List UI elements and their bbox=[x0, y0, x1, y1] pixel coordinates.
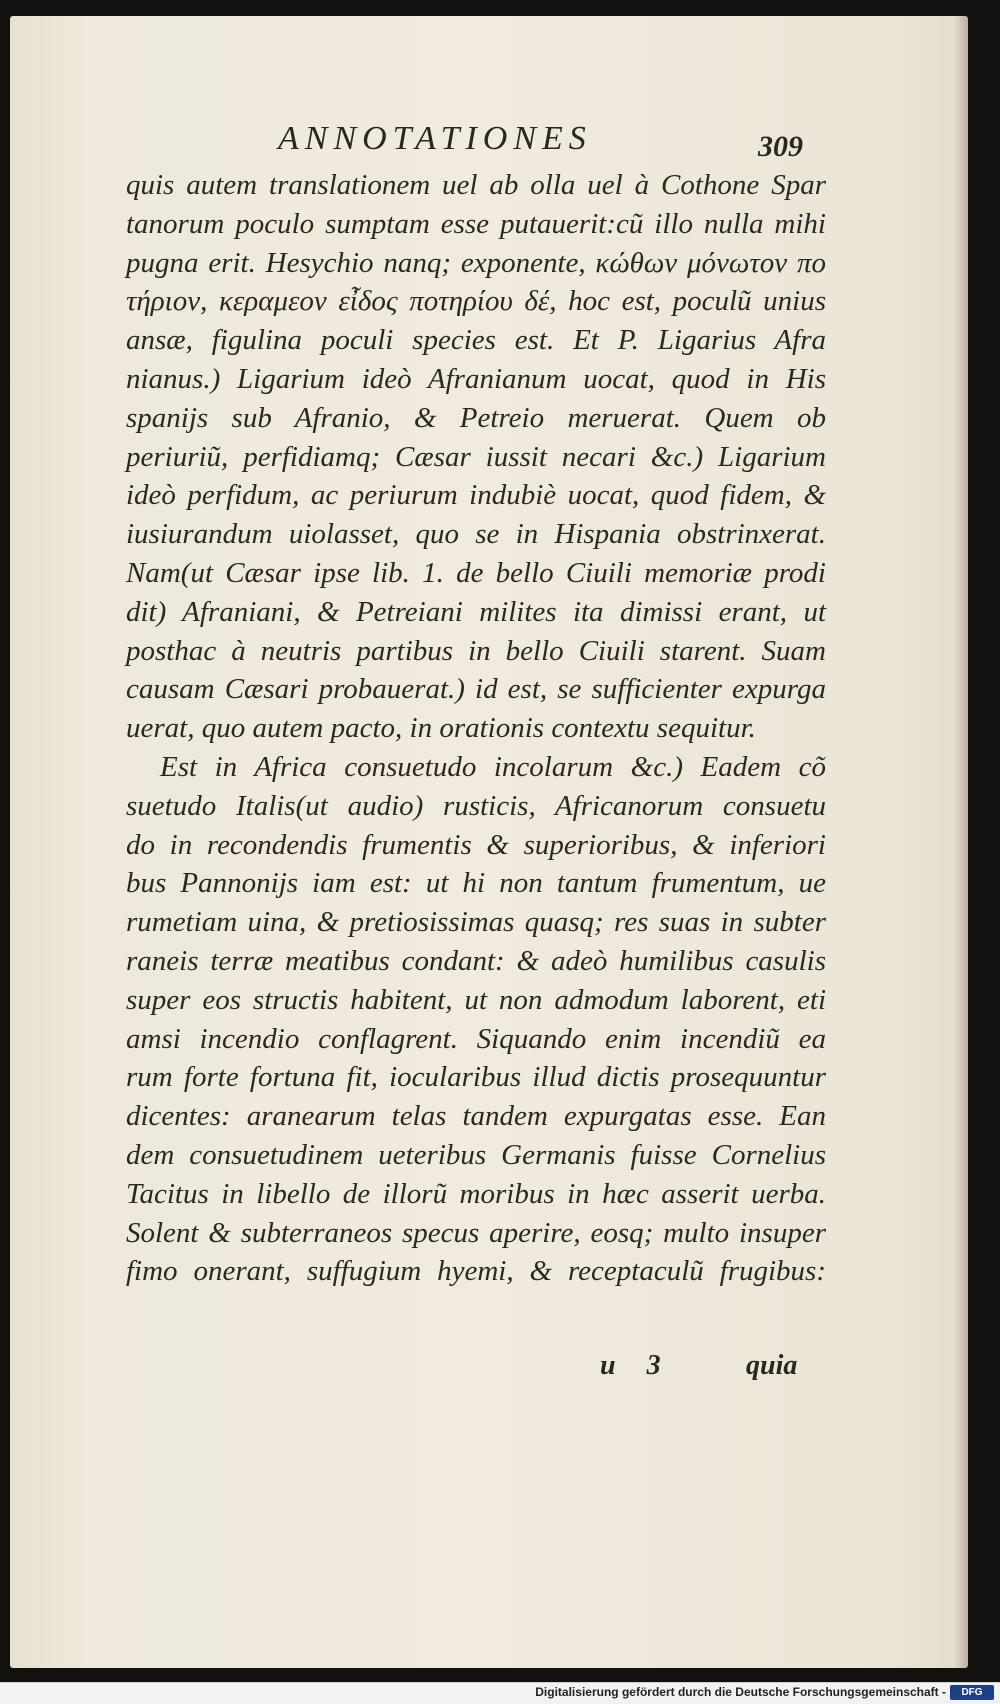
dfg-logo-icon: DFG bbox=[950, 1685, 994, 1700]
text-line: ideò perfidum, ac periurum indubiè uocat, quod fidem, & bbox=[126, 479, 826, 512]
text-line: ansæ, figulina poculi species est. Et P. Ligarius Afra bbox=[126, 324, 826, 357]
text-line: tanorum poculo sumptam esse putauerit:cũ illo nulla mihi bbox=[126, 207, 826, 240]
text-line: fimo onerant, suffugium hyemi, & receptaculũ frugibus: bbox=[126, 1255, 826, 1288]
text-line: spanijs sub Afranio, & Petreio meruerat. Quem ob bbox=[126, 401, 826, 434]
text-line: dit) Afraniani, & Petreiani milites ita dimissi erant, ut bbox=[126, 595, 826, 628]
text-line: uerat, quo autem pacto, in orationis contextu sequitur. bbox=[126, 712, 756, 745]
text-line: posthac à neutris partibus in bello Ciuili starent. Suam bbox=[126, 634, 826, 667]
catchword: quia bbox=[746, 1350, 798, 1381]
text-line: causam Cæsari probauerat.) id est, se sufficienter expurga bbox=[126, 673, 826, 706]
text-line: nianus.) Ligarium ideò Afranianum uocat, quod in His bbox=[126, 362, 826, 395]
text-line: iusiurandum uiolasset, quo se in Hispania obstrinxerat. bbox=[126, 518, 826, 551]
text-line: amsi incendio conflagrent. Siquando enim incendiũ ea bbox=[126, 1022, 826, 1055]
credit-text: Digitalisierung gefördert durch die Deutsche Forschungsgemeinschaft - bbox=[535, 1685, 946, 1699]
page-header bbox=[10, 112, 968, 172]
book-page bbox=[10, 16, 968, 1668]
page-footer bbox=[10, 1344, 968, 1394]
text-line: Est in Africa consuetudo incolarum &c.) Eadem cõ bbox=[160, 750, 826, 783]
text-line: pugna erit. Hesychio nanq; exponente, κώθων μόνωτον πο bbox=[126, 246, 826, 279]
text-line: suetudo Italis(ut audio) rusticis, Africanorum consuetu bbox=[126, 789, 826, 822]
text-line: do in recondendis frumentis & superioribus, & inferiori bbox=[126, 828, 826, 861]
text-line: τήριον, κεραμεον εἶδος ποτηρίου δέ, hoc est, poculũ unius bbox=[126, 285, 826, 318]
text-line: bus Pannonijs iam est: ut hi non tantum frumentum, ue bbox=[126, 867, 826, 900]
text-line: dicentes: aranearum telas tandem expurgatas esse. Ean bbox=[126, 1100, 826, 1133]
signature-mark: u 3 bbox=[600, 1350, 673, 1381]
text-line: Solent & subterraneos specus aperire, eosq; multo insuper bbox=[126, 1216, 826, 1249]
page-number: 309 bbox=[758, 130, 803, 163]
text-line: quis autem translationem uel ab olla uel à Cothone Spar bbox=[126, 169, 826, 201]
text-line: Tacitus in libello de illorũ moribus in hæc asserit uerba. bbox=[126, 1177, 826, 1210]
text-line: periuriũ, perfidiamq; Cæsar iussit necari &c.) Ligarium bbox=[126, 440, 826, 473]
running-title: ANNOTATIONES bbox=[278, 120, 592, 157]
text-line: raneis terræ meatibus condant: & adeò humilibus casulis bbox=[126, 944, 826, 977]
digitization-credit-bar bbox=[0, 1682, 1000, 1704]
text-line: super eos structis habitent, ut non admodum laborent, eti bbox=[126, 983, 826, 1016]
page-edge-shadow bbox=[954, 16, 968, 1668]
body-text bbox=[126, 166, 826, 1291]
text-line: rumetiam uina, & pretiosissimas quasq; res suas in subter bbox=[126, 906, 826, 939]
text-line: Nam(ut Cæsar ipse lib. 1. de bello Ciuili memoriæ prodi bbox=[126, 556, 826, 589]
text-line: rum forte fortuna fit, iocularibus illud dictis prosequuntur bbox=[126, 1061, 826, 1094]
text-line: dem consuetudinem ueteribus Germanis fuisse Cornelius bbox=[126, 1138, 826, 1171]
